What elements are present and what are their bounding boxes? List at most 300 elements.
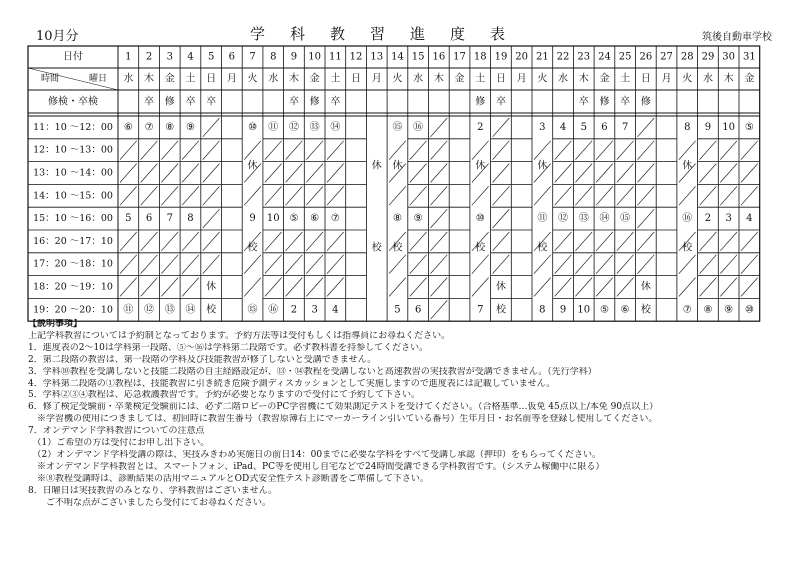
weekday-cell: 水 — [558, 73, 569, 85]
day-number: 5 — [207, 51, 215, 63]
lesson-cell: 7 — [621, 121, 629, 133]
slash-mark — [120, 255, 137, 274]
weekday-cell: 土 — [475, 73, 486, 85]
shuken-cell: 卒 — [330, 96, 341, 108]
slash-mark — [203, 186, 220, 205]
lesson-cell: ⑭ — [185, 304, 196, 316]
lesson-cell: 3 — [539, 121, 546, 133]
lesson-cell: ⑭ — [330, 121, 341, 133]
slash-mark — [555, 164, 572, 183]
slash-mark — [410, 141, 427, 160]
slash-mark — [741, 141, 758, 160]
lesson-cell: ⑫ — [144, 304, 155, 316]
slash-mark — [596, 186, 613, 205]
slash-mark — [617, 186, 634, 205]
weekday-cell: 月 — [371, 73, 382, 85]
slash-mark — [203, 255, 220, 274]
time-slot-label: 18：20 〜19：10 — [33, 281, 113, 293]
slash-mark — [286, 164, 303, 183]
slash-mark — [741, 164, 758, 183]
day-number: 22 — [556, 51, 570, 63]
slash-mark — [575, 278, 592, 297]
slash-mark — [534, 255, 551, 274]
lesson-cell: 8 — [187, 213, 194, 225]
slash-mark — [596, 232, 613, 251]
slash-mark — [555, 278, 572, 297]
slash-mark — [203, 209, 220, 228]
slash-mark — [679, 255, 696, 274]
slash-mark — [182, 186, 199, 205]
lesson-cell: ⑩ — [744, 304, 754, 316]
weekday-cell: 金 — [309, 73, 320, 85]
day-number: 13 — [370, 51, 384, 63]
slash-mark — [741, 232, 758, 251]
weekday-header-label: 曜日 — [88, 74, 108, 84]
date-header-label: 日付 — [63, 51, 83, 63]
weekday-cell: 月 — [516, 73, 527, 85]
weekday-cell: 木 — [144, 73, 155, 85]
slash-mark — [265, 232, 282, 251]
slash-mark — [120, 232, 137, 251]
lesson-cell: ⑧ — [703, 304, 713, 316]
slash-mark — [596, 255, 613, 274]
lesson-cell: 休 — [206, 281, 217, 293]
note-line: ご不明な点がございましたら受付にてお尋ねください。 — [28, 497, 272, 508]
holiday-label: 校 — [371, 242, 382, 254]
slash-mark — [555, 232, 572, 251]
weekday-cell: 火 — [247, 73, 258, 85]
shuken-cell: 修 — [640, 96, 651, 108]
lesson-cell: 5 — [394, 304, 401, 316]
time-slot-label: 15：10 〜16：00 — [33, 213, 113, 225]
lesson-cell: 7 — [477, 304, 484, 316]
holiday-label: 校 — [537, 242, 548, 254]
weekday-cell: 金 — [164, 73, 175, 85]
slash-mark — [431, 118, 448, 137]
lesson-cell: ⑯ — [413, 121, 424, 133]
time-slot-label: 19：20 〜20：10 — [33, 304, 113, 316]
day-number: 12 — [349, 51, 363, 63]
weekday-cell: 日 — [351, 73, 362, 85]
holiday-label: 休 — [247, 160, 258, 172]
slash-mark — [596, 141, 613, 160]
day-number: 25 — [618, 51, 632, 63]
slash-mark — [617, 255, 634, 274]
weekday-cell: 火 — [682, 73, 693, 85]
slash-mark — [141, 232, 158, 251]
lesson-cell: 4 — [559, 121, 567, 133]
slash-mark — [306, 141, 323, 160]
lesson-cell: 9 — [249, 213, 256, 225]
lesson-cell: ⑨ — [185, 121, 195, 133]
day-number: 19 — [494, 51, 508, 63]
lesson-cell: ⑥ — [620, 304, 630, 316]
weekday-cell: 木 — [433, 73, 444, 85]
slash-mark — [306, 186, 323, 205]
notes-section — [28, 319, 778, 510]
lesson-cell: ⑮ — [620, 213, 631, 225]
slash-mark — [679, 141, 696, 160]
lesson-cell: ⑪ — [268, 121, 279, 133]
slash-mark — [327, 186, 344, 205]
holiday-label: 校 — [392, 242, 403, 254]
slash-mark — [161, 164, 178, 183]
day-number: 3 — [166, 51, 173, 63]
day-number: 20 — [515, 51, 529, 63]
holiday-label: 休 — [371, 160, 382, 172]
slash-mark — [700, 186, 717, 205]
holiday-label: 休 — [392, 160, 403, 172]
slash-mark — [120, 278, 137, 297]
slash-mark — [182, 164, 199, 183]
schedule-grid — [28, 46, 759, 318]
lesson-cell: ⑥ — [123, 121, 133, 133]
day-number: 2 — [145, 51, 153, 63]
slash-mark — [493, 255, 510, 274]
day-number: 4 — [187, 51, 194, 63]
slash-mark — [720, 186, 737, 205]
note-line: 6．修了検定受験前・卒業検定受験前には、必ず二階ロビーのPC学習機にて効果測定テストを受けてください。（合格基準…仮免 45点以上/本免 90点以上） — [28, 402, 659, 413]
weekday-cell: 土 — [185, 73, 196, 85]
holiday-label: 休 — [537, 160, 548, 172]
lesson-cell: ⑥ — [310, 213, 320, 225]
weekday-cell: 日 — [495, 73, 506, 85]
day-number: 11 — [328, 51, 342, 63]
slash-mark — [182, 255, 199, 274]
shuken-cell: 卒 — [495, 96, 506, 108]
lesson-cell: 4 — [746, 213, 753, 225]
time-slot-label: 14：10 〜15：00 — [33, 190, 113, 202]
day-number: 26 — [639, 51, 653, 63]
holiday-label: 休 — [475, 160, 486, 172]
slash-mark — [244, 141, 261, 160]
slash-mark — [265, 141, 282, 160]
note-line: ※⑧教程受講時は、診断結果の活用マニュアルとOD式安全性テスト診断書をご準備して下さい。 — [28, 473, 429, 484]
note-line: 7．オンデマンド学科教習についての注意点 — [28, 426, 205, 437]
note-line: （1）ご希望の方は受付にお申し出下さい。 — [28, 438, 210, 449]
slash-mark — [720, 141, 737, 160]
slash-mark — [182, 141, 199, 160]
slash-mark — [203, 118, 220, 137]
shuken-cell: 卒 — [144, 96, 155, 108]
lesson-cell: 4 — [332, 304, 339, 316]
slash-mark — [286, 255, 303, 274]
slash-mark — [327, 164, 344, 183]
holiday-label: 校 — [247, 242, 258, 254]
slash-mark — [617, 232, 634, 251]
shuken-cell: 修 — [309, 96, 320, 108]
lesson-cell: ⑯ — [268, 304, 279, 316]
weekday-cell: 土 — [620, 73, 631, 85]
day-number: 6 — [228, 51, 236, 63]
slash-mark — [493, 232, 510, 251]
shuken-cell: 修 — [475, 96, 486, 108]
lesson-cell: ⑦ — [144, 121, 154, 133]
slash-mark — [182, 232, 199, 251]
slash-mark — [431, 141, 448, 160]
slash-mark — [327, 232, 344, 251]
note-line: 4．学科第二段階の①教程は、技能教習に引き続き危険予測ディスカッションとして実施しますので進度表には記載していません。 — [28, 378, 556, 389]
slash-mark — [306, 232, 323, 251]
day-number: 30 — [722, 51, 736, 63]
slash-mark — [534, 141, 551, 160]
weekday-cell: 月 — [226, 73, 237, 85]
slash-mark — [700, 255, 717, 274]
weekday-cell: 火 — [392, 73, 403, 85]
day-number: 16 — [432, 51, 446, 63]
lesson-cell: ⑮ — [392, 121, 403, 133]
slash-mark — [141, 278, 158, 297]
slash-mark — [638, 118, 655, 137]
weekday-cell: 木 — [578, 73, 589, 85]
slash-mark — [575, 141, 592, 160]
slash-mark — [617, 164, 634, 183]
slash-mark — [741, 255, 758, 274]
slash-mark — [389, 278, 406, 297]
slash-mark — [555, 186, 572, 205]
lesson-cell: ⑦ — [330, 213, 340, 225]
weekday-cell: 日 — [206, 73, 217, 85]
lesson-cell: 9 — [704, 121, 712, 133]
slash-mark — [141, 141, 158, 160]
lesson-cell: ⑤ — [599, 304, 609, 316]
slash-mark — [700, 141, 717, 160]
slash-mark — [472, 141, 489, 160]
slash-mark — [472, 278, 489, 297]
weekday-cell: 水 — [123, 73, 134, 85]
slash-mark — [286, 278, 303, 297]
lesson-cell: ⑧ — [165, 121, 175, 133]
lesson-cell: 8 — [684, 121, 691, 133]
day-number: 21 — [535, 51, 549, 63]
weekday-cell: 水 — [702, 73, 713, 85]
slash-mark — [244, 186, 261, 205]
lesson-cell: ⑬ — [578, 213, 589, 225]
slash-mark — [161, 186, 178, 205]
slash-mark — [306, 255, 323, 274]
lesson-cell: 休 — [640, 281, 651, 293]
slash-mark — [286, 232, 303, 251]
day-number: 18 — [473, 51, 487, 63]
lesson-cell: ⑤ — [289, 213, 299, 225]
table-border — [28, 46, 760, 321]
slash-mark — [720, 255, 737, 274]
day-number: 14 — [391, 51, 404, 63]
lesson-cell: ⑩ — [475, 213, 485, 225]
note-line: 8．日曜日は実技教習のみとなり、学科教習はございません。 — [28, 485, 278, 496]
weekday-cell: 木 — [288, 73, 299, 85]
slash-mark — [431, 278, 448, 297]
weekday-cell: 土 — [330, 73, 341, 85]
slash-mark — [638, 186, 655, 205]
slash-mark — [327, 255, 344, 274]
time-slot-label: 12：10 〜13：00 — [33, 144, 113, 156]
slash-mark — [493, 118, 510, 137]
slash-mark — [472, 186, 489, 205]
slash-mark — [555, 255, 572, 274]
lesson-cell: ⑫ — [288, 121, 299, 133]
notes-heading: 【説明事項】 — [28, 319, 83, 329]
slash-mark — [203, 232, 220, 251]
lesson-cell: 6 — [145, 213, 153, 225]
weekday-cell: 水 — [268, 73, 279, 85]
slash-mark — [575, 232, 592, 251]
day-number: 31 — [742, 51, 756, 63]
lesson-cell: ⑬ — [164, 304, 175, 316]
day-number: 28 — [680, 51, 694, 63]
slash-mark — [431, 209, 448, 228]
weekday-cell: 月 — [661, 73, 672, 85]
shuken-cell: 卒 — [578, 96, 589, 108]
lesson-cell: ⑯ — [682, 213, 693, 225]
shuken-cell: 卒 — [288, 96, 299, 108]
slash-mark — [120, 186, 137, 205]
slash-mark — [472, 255, 489, 274]
slash-mark — [431, 232, 448, 251]
slash-mark — [389, 255, 406, 274]
slash-mark — [700, 164, 717, 183]
note-line: 1．進度表の2〜10は学科第一段階、⑤〜⑯は学科第二段階です。必ず教科書を持参してください。 — [28, 342, 429, 353]
lesson-cell: ⑪ — [537, 213, 548, 225]
lesson-cell: ⑦ — [682, 304, 692, 316]
weekday-cell: 木 — [723, 73, 734, 85]
shuken-cell: 修 — [164, 96, 175, 108]
school-name: 筑後自動車学校 — [702, 32, 772, 43]
slash-mark — [265, 278, 282, 297]
shuken-header-label: 修検・卒検 — [48, 96, 98, 108]
slash-mark — [720, 278, 737, 297]
lesson-cell: 校 — [640, 304, 651, 316]
lesson-cell: 校 — [495, 304, 506, 316]
time-header-label: 時間 — [40, 74, 60, 84]
slash-mark — [141, 164, 158, 183]
lesson-cell: ⑤ — [744, 121, 754, 133]
lesson-cell: ⑨ — [413, 213, 423, 225]
lesson-cell: 3 — [311, 304, 318, 316]
weekday-cell: 日 — [640, 73, 651, 85]
holiday-label: 休 — [682, 160, 693, 172]
lesson-cell: 9 — [559, 304, 567, 316]
slash-mark — [389, 141, 406, 160]
slash-mark — [203, 141, 220, 160]
weekday-cell: 金 — [744, 73, 755, 85]
lesson-cell: ⑮ — [247, 304, 258, 316]
slash-mark — [286, 141, 303, 160]
slash-mark — [410, 255, 427, 274]
slash-mark — [555, 141, 572, 160]
slash-mark — [120, 141, 137, 160]
slash-mark — [575, 164, 592, 183]
slash-mark — [141, 186, 158, 205]
slash-mark — [265, 186, 282, 205]
shuken-cell: 卒 — [620, 96, 631, 108]
lesson-cell: 6 — [414, 304, 422, 316]
slash-mark — [286, 186, 303, 205]
month-label: 10月分 — [36, 29, 79, 44]
day-number: 15 — [411, 51, 425, 63]
weekday-cell: 水 — [413, 73, 424, 85]
slash-mark — [203, 164, 220, 183]
time-slot-label: 17：20 〜18：10 — [33, 258, 113, 270]
lesson-cell: 3 — [725, 213, 732, 225]
lesson-cell: 校 — [206, 304, 217, 316]
lesson-cell: ⑩ — [248, 121, 258, 133]
lesson-cell: 2 — [477, 121, 484, 133]
time-slot-label: 13：10 〜14：00 — [33, 167, 113, 179]
slash-mark — [410, 186, 427, 205]
slash-mark — [244, 255, 261, 274]
day-number: 29 — [701, 51, 715, 63]
shuken-cell: 卒 — [185, 96, 196, 108]
lesson-cell: ⑧ — [392, 213, 402, 225]
lesson-cell: 2 — [704, 213, 712, 225]
slash-mark — [161, 255, 178, 274]
day-number: 1 — [125, 51, 132, 63]
slash-mark — [431, 255, 448, 274]
slash-mark — [431, 186, 448, 205]
weekday-cell: 金 — [454, 73, 465, 85]
slash-mark — [431, 164, 448, 183]
slash-mark — [141, 255, 158, 274]
slash-mark — [493, 186, 510, 205]
lesson-cell: 5 — [125, 213, 132, 225]
slash-mark — [265, 164, 282, 183]
shuken-cell: 卒 — [206, 96, 217, 108]
slash-mark — [493, 141, 510, 160]
note-line: 5．学科②③④教程は、応急救護教習です。予約が必要となりますので受付にて予約して下さい。 — [28, 390, 421, 401]
slash-mark — [638, 232, 655, 251]
schedule-table — [28, 46, 759, 318]
slash-mark — [410, 164, 427, 183]
time-slot-label: 11：10 〜12：00 — [33, 121, 113, 133]
slash-mark — [410, 278, 427, 297]
slash-mark — [741, 186, 758, 205]
slash-mark — [617, 141, 634, 160]
note-line: （2）オンデマンド学科受講の際は、実技みきわめ実施日の前日14：00までに必要な学科をすべて受講し承認（押印）をもらってください。 — [28, 449, 601, 460]
lesson-cell: ⑨ — [724, 304, 734, 316]
slash-mark — [575, 186, 592, 205]
slash-mark — [741, 278, 758, 297]
slash-mark — [120, 164, 137, 183]
time-slot-label: 16：20 〜17：10 — [33, 235, 113, 247]
lesson-cell: ⑪ — [123, 304, 134, 316]
lesson-cell: 休 — [495, 281, 506, 293]
slash-mark — [679, 186, 696, 205]
slash-mark — [161, 278, 178, 297]
slash-mark — [534, 278, 551, 297]
lesson-cell: 7 — [166, 213, 173, 225]
day-number: 24 — [598, 51, 611, 63]
slash-mark — [700, 278, 717, 297]
slash-mark — [638, 141, 655, 160]
slash-mark — [493, 164, 510, 183]
note-line: ※学習機の使用につきましては、初回時に教習生番号（教習原簿右上にマーカーライン引いている番号）生年月日・お名前等を登録し使用してください。 — [28, 414, 658, 425]
note-line: 2．第二段階の教習は、第一段階の学科及び技能教習が修了しないと受講できません。 — [28, 354, 377, 365]
slash-mark — [493, 209, 510, 228]
lesson-cell: 6 — [601, 121, 608, 133]
weekday-cell: 金 — [599, 73, 610, 85]
note-line: 上記学科教習については予約制となっております。予約方法等は受付もしくは指導員にお尋ねください。 — [28, 330, 451, 341]
slash-mark — [182, 278, 199, 297]
lesson-cell: 8 — [539, 304, 546, 316]
lesson-cell: 5 — [580, 121, 587, 133]
lesson-cell: 2 — [290, 304, 298, 316]
page-title: 学科教習進度表 — [250, 25, 531, 43]
slash-mark — [244, 278, 261, 297]
day-number: 27 — [660, 51, 673, 63]
slash-mark — [534, 186, 551, 205]
lesson-cell: ⑬ — [309, 121, 320, 133]
